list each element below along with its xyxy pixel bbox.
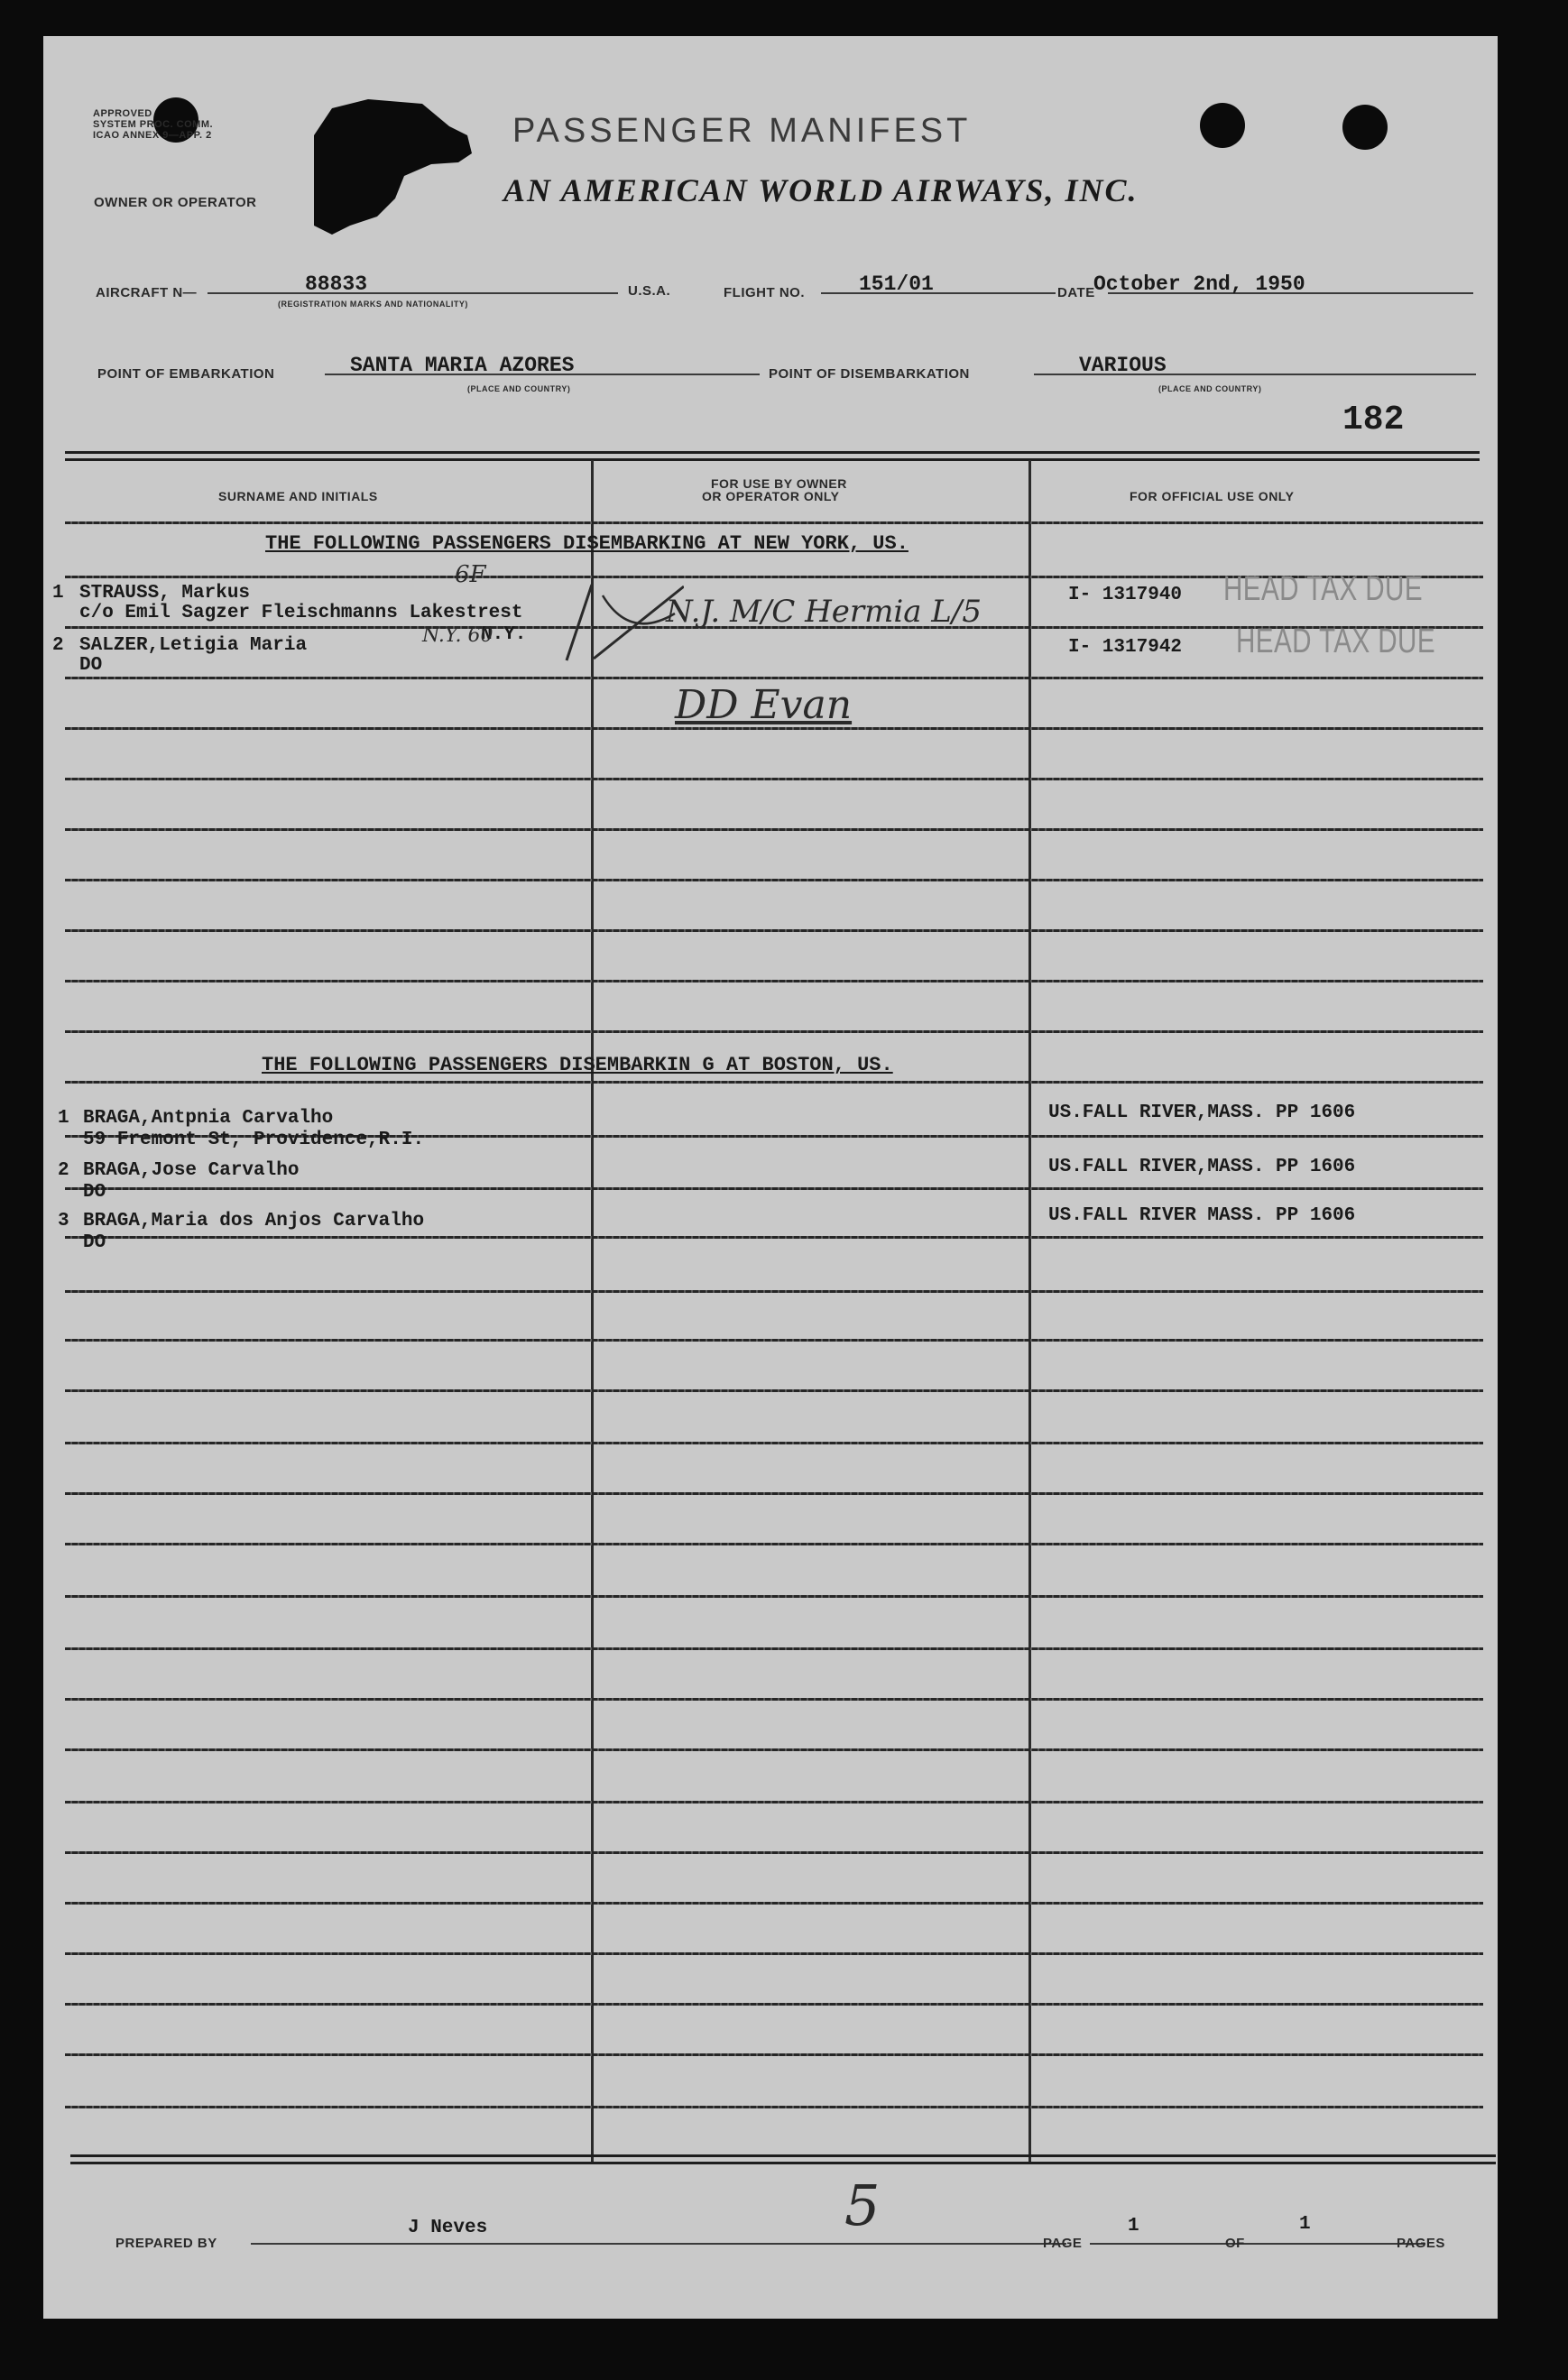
date-label: DATE <box>1057 285 1095 300</box>
ny-row1-address: c/o Emil Sagzer Fleischmanns Lakestrest <box>79 603 523 623</box>
aircraft-value: 88833 <box>305 272 368 296</box>
prepared-label: PREPARED BY <box>115 2236 217 2251</box>
page-number: 182 <box>1342 401 1405 439</box>
embark-label: POINT OF EMBARKATION <box>97 366 275 382</box>
ruled-line <box>65 521 1483 524</box>
ny-row2-num: 2 <box>52 635 64 656</box>
embark-value: SANTA MARIA AZORES <box>350 354 575 377</box>
ruled-line <box>65 929 1483 932</box>
punch-hole-mid <box>1200 103 1245 148</box>
punch-hole-right <box>1342 105 1388 150</box>
boston-row1-num: 1 <box>58 1108 69 1129</box>
ruled-line <box>65 1187 1483 1190</box>
ruled-line <box>65 1851 1483 1854</box>
handwritten-note-b: N.Y. 60 <box>422 624 493 647</box>
ruled-line <box>65 1647 1483 1650</box>
handwritten-note-a: 6F <box>455 561 486 588</box>
page-label: PAGE <box>1043 2236 1083 2251</box>
ny-row1-stamp: HEAD TAX DUE <box>1223 570 1423 608</box>
ruled-line <box>65 828 1483 831</box>
page-value: 1 <box>1128 2216 1139 2237</box>
ny-row1-name: STRAUSS, Markus <box>79 583 251 604</box>
ruled-line <box>65 1030 1483 1033</box>
ny-row2-official: I- 1317942 <box>1068 637 1183 658</box>
col-owner-header-1: FOR USE BY OWNER <box>711 476 847 491</box>
section-boston-heading: THE FOLLOWING PASSENGERS DISEMBARKIN G AT BOSTON, US. <box>262 1054 893 1076</box>
prepared-value: J Neves <box>408 2218 488 2238</box>
col-official-header: FOR OFFICIAL USE ONLY <box>1130 489 1295 503</box>
disembark-sub: (PLACE AND COUNTRY) <box>1158 384 1262 393</box>
boston-row3-official: US.FALL RIVER MASS. PP 1606 <box>1048 1205 1356 1226</box>
torn-corner <box>314 99 503 235</box>
ny-row1-official: I- 1317940 <box>1068 585 1183 605</box>
boston-row3-line2: DO <box>83 1232 106 1253</box>
boston-row3-name: BRAGA,Maria dos Anjos Carvalho <box>83 1211 425 1232</box>
ruled-line <box>65 1952 1483 1955</box>
ruled-line <box>65 1801 1483 1803</box>
approval-line-3: ICAO ANNEX 9—APP. 2 <box>93 130 212 141</box>
of-label: OF <box>1225 2236 1245 2251</box>
ruled-line <box>65 2003 1483 2006</box>
owner-label: OWNER OR OPERATOR <box>94 195 257 210</box>
ruled-line <box>65 1081 1483 1084</box>
col-surname-header: SURNAME AND INITIALS <box>218 489 378 503</box>
boston-row2-line2: DO <box>83 1182 106 1203</box>
boston-row1-official: US.FALL RIVER,MASS. PP 1606 <box>1048 1102 1356 1123</box>
approval-line-2: SYSTEM PROC. COMM. <box>93 119 214 130</box>
ruled-line <box>65 1698 1483 1701</box>
boston-row2-official: US.FALL RIVER,MASS. PP 1606 <box>1048 1157 1356 1177</box>
disembark-label: POINT OF DISEMBARKATION <box>769 366 970 382</box>
ruled-line <box>65 1236 1483 1239</box>
owner-value: AN AMERICAN WORLD AIRWAYS, INC. <box>503 172 1139 208</box>
flight-value: 151/01 <box>859 272 934 296</box>
section-ny-heading: THE FOLLOWING PASSENGERS DISEMBARKING AT NEW YORK, US. <box>265 532 909 555</box>
aircraft-sub: (REGISTRATION MARKS AND NATIONALITY) <box>278 300 468 309</box>
ruled-line <box>65 1492 1483 1495</box>
ruled-line <box>65 1748 1483 1751</box>
form-title: PASSENGER MANIFEST <box>512 112 972 150</box>
handwritten-signature: DD Evan <box>675 682 853 728</box>
boston-row3-num: 3 <box>58 1211 69 1232</box>
ruled-line <box>65 778 1483 780</box>
ruled-line <box>65 879 1483 881</box>
boston-row1-name: BRAGA,Antpnia Carvalho <box>83 1108 334 1129</box>
boston-row1-address: 59 Fremont St, Providence,R.I. <box>83 1130 425 1150</box>
approval-line-1: APPROVED <box>93 108 152 119</box>
ruled-line <box>65 1389 1483 1392</box>
usa-label: U.S.A. <box>628 283 671 299</box>
ruled-line <box>65 1543 1483 1545</box>
pages-label: PAGES <box>1397 2236 1445 2251</box>
disembark-value: VARIOUS <box>1079 354 1167 377</box>
aircraft-label: AIRCRAFT N— <box>96 285 198 300</box>
ruled-line <box>65 980 1483 982</box>
ruled-line <box>65 2106 1483 2108</box>
date-value: October 2nd, 1950 <box>1093 272 1305 296</box>
ruled-line <box>65 1442 1483 1444</box>
ruled-line <box>65 1290 1483 1293</box>
embark-sub: (PLACE AND COUNTRY) <box>467 384 571 393</box>
ruled-line <box>65 1902 1483 1905</box>
ruled-line <box>65 677 1483 679</box>
boston-row2-num: 2 <box>58 1160 69 1181</box>
handwritten-note-c: N.J. M/C Hermia L/5 <box>666 594 982 630</box>
ny-row1-num: 1 <box>52 583 64 604</box>
ruled-line <box>65 2053 1483 2056</box>
ny-row2-stamp: HEAD TAX DUE <box>1236 623 1435 660</box>
ruled-line <box>65 1339 1483 1342</box>
handwritten-marks <box>549 577 684 677</box>
ruled-line <box>65 1595 1483 1598</box>
col-owner-header-2: OR OPERATOR ONLY <box>702 489 840 503</box>
boston-row2-name: BRAGA,Jose Carvalho <box>83 1160 300 1181</box>
of-value: 1 <box>1299 2214 1311 2235</box>
handwritten-count: 5 <box>844 2172 881 2238</box>
flight-label: FLIGHT NO. <box>724 285 805 300</box>
manifest-sheet <box>43 36 1498 2319</box>
ny-row2-line2: DO <box>79 655 103 676</box>
ny-row2-name: SALZER,Letigia Maria <box>79 635 308 656</box>
ny-row1-address-city: N.Y. <box>481 624 527 645</box>
